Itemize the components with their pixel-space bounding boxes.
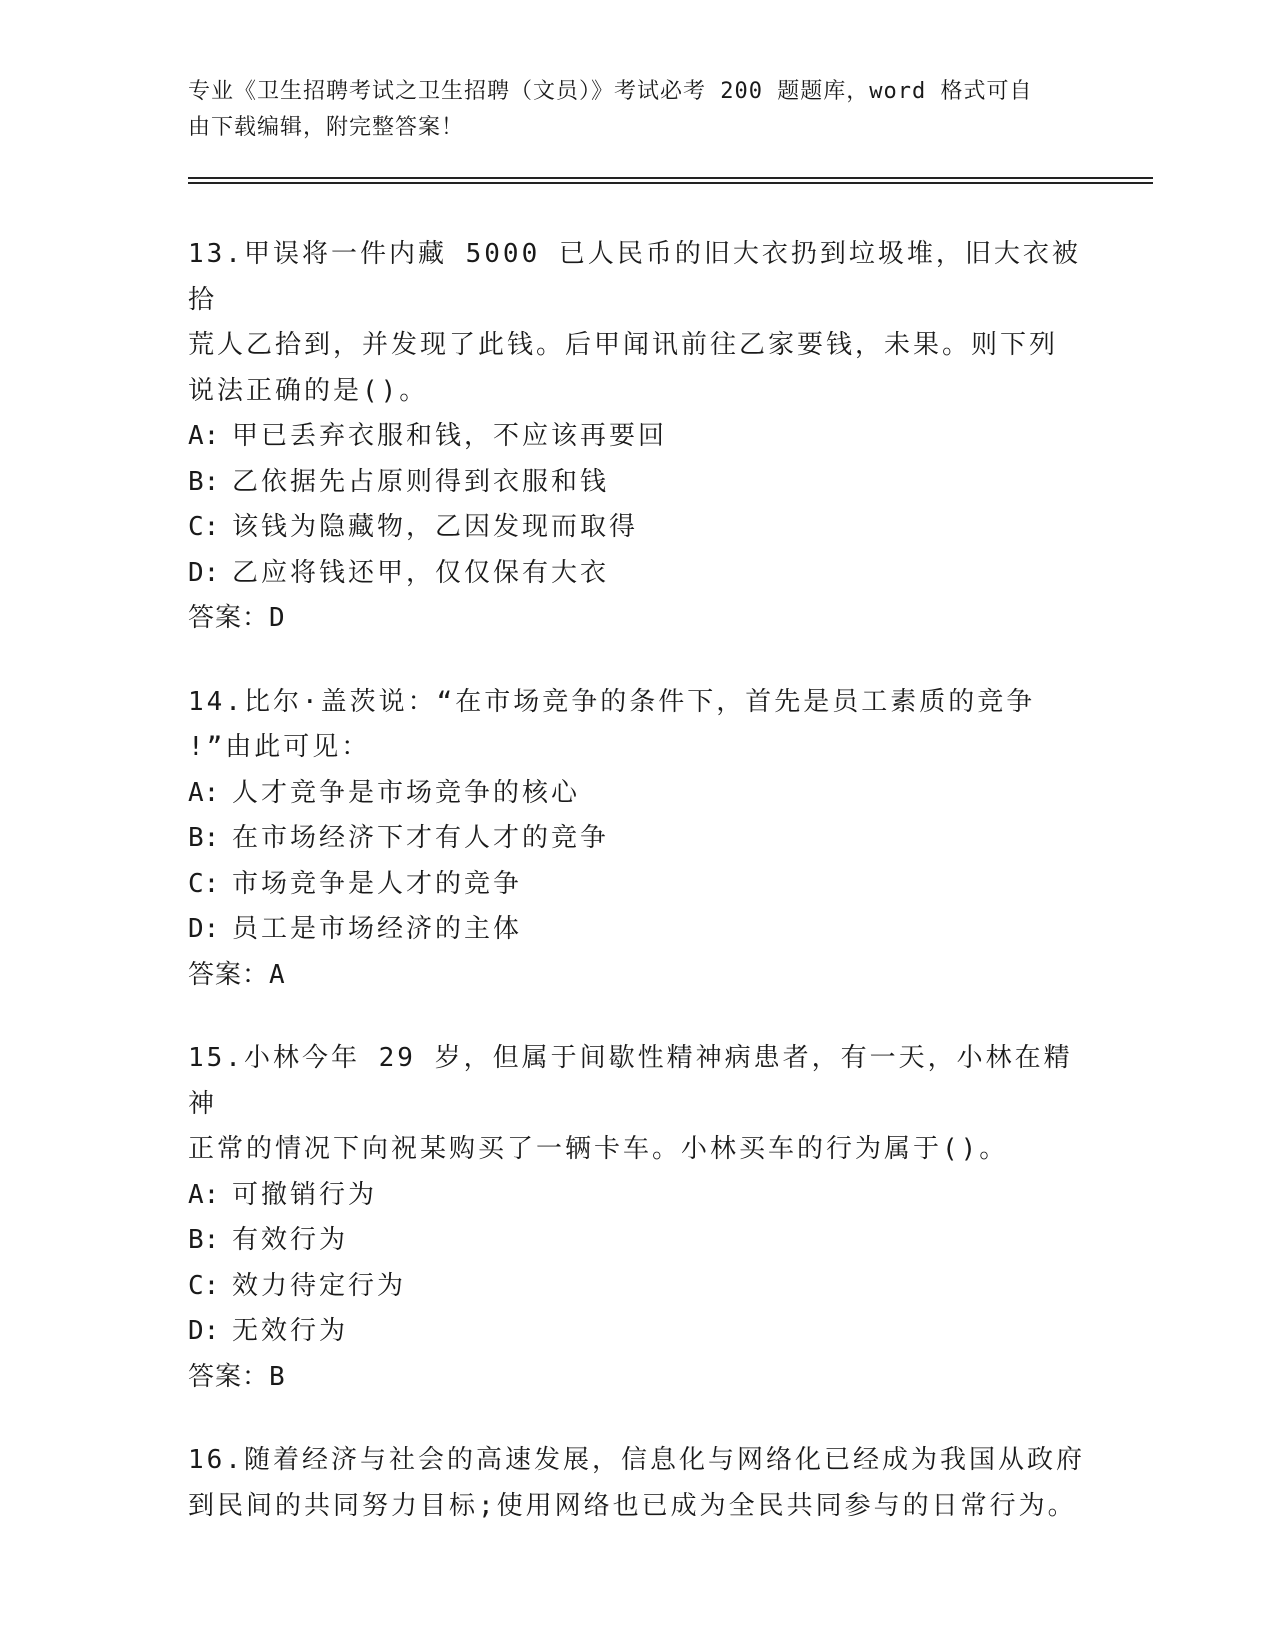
- question-13-line-3: 说法正确的是()。: [188, 375, 429, 406]
- question-14-answer: 答案：A: [188, 959, 286, 990]
- option-letter: C:: [188, 512, 220, 542]
- option-text: 效力待定行为: [232, 1270, 407, 1301]
- header-divider-top: [188, 177, 1153, 179]
- option-letter: C:: [188, 868, 220, 899]
- question-15: [188, 1036, 1088, 1400]
- question-15-option-a: [188, 1173, 1088, 1219]
- question-13-option-c: [188, 505, 1088, 551]
- question-15-answer: 答案：B: [188, 1361, 286, 1392]
- question-15-line-2: 正常的情况下向祝某购买了一辆卡车。小林买车的行为属于()。: [188, 1134, 1009, 1164]
- option-text: 有效行为: [232, 1225, 349, 1255]
- option-text: 人才竞争是市场竞争的核心: [232, 777, 581, 808]
- question-14-option-c: [188, 862, 1088, 908]
- header-line-1: 专业《卫生招聘考试之卫生招聘（文员）》考试必考 200 题题库，word 格式可自: [188, 79, 1033, 104]
- question-13-option-a: [188, 414, 1088, 460]
- question-13-option-b: [188, 460, 1088, 506]
- question-14-line-1: 14.比尔·盖茨说：“在市场竞争的条件下，首先是员工素质的竞争: [188, 686, 1036, 717]
- question-15-option-c: [188, 1264, 1088, 1310]
- question-14-option-b: [188, 816, 1088, 862]
- header-divider-bottom: [188, 182, 1153, 184]
- question-15-option-b: [188, 1218, 1088, 1264]
- question-14-option-d: [188, 907, 1088, 953]
- option-text: 无效行为: [232, 1316, 349, 1346]
- option-text: 该钱为隐藏物，乙因发现而取得: [232, 512, 639, 542]
- option-letter: A:: [188, 1179, 220, 1210]
- option-letter: B:: [188, 466, 220, 497]
- question-16-line-1: 16.随着经济与社会的高速发展，信息化与网络化已经成为我国从政府: [188, 1445, 1085, 1475]
- option-letter: C:: [188, 1270, 220, 1301]
- option-letter: A:: [188, 777, 220, 808]
- header-line-2: 由下载编辑，附完整答案！: [188, 115, 465, 140]
- option-letter: B:: [188, 823, 220, 853]
- document-header: [188, 74, 1068, 146]
- option-letter: D:: [188, 914, 220, 944]
- question-15-option-d: [188, 1309, 1088, 1355]
- option-letter: A:: [188, 421, 220, 451]
- question-list: [188, 232, 1088, 1567]
- question-16-line-2: 到民间的共同努力目标;使用网络也已成为全民共同参与的日常行为。: [188, 1490, 1077, 1521]
- option-letter: B:: [188, 1225, 220, 1255]
- question-13-line-2: 荒人乙拾到，并发现了此钱。后甲闻讯前往乙家要钱，未果。则下列: [188, 330, 1059, 360]
- option-letter: D:: [188, 1316, 220, 1346]
- option-text: 乙应将钱还甲，仅仅保有大衣: [232, 557, 610, 588]
- question-14-option-a: [188, 771, 1088, 817]
- option-text: 乙依据先占原则得到衣服和钱: [232, 466, 610, 497]
- option-text: 甲已丢弃衣服和钱，不应该再要回: [232, 421, 668, 451]
- question-13-line-1: 13.甲误将一件内藏 5000 已人民币的旧大衣扔到垃圾堆，旧大衣被拾: [188, 239, 1081, 315]
- option-text: 在市场经济下才有人才的竞争: [232, 823, 610, 853]
- question-16: [188, 1438, 1088, 1529]
- question-14-line-2: !”由此可见：: [188, 732, 371, 762]
- option-text: 市场竞争是人才的竞争: [232, 868, 523, 899]
- question-13-option-d: [188, 551, 1088, 597]
- option-letter: D:: [188, 557, 220, 588]
- option-text: 员工是市场经济的主体: [232, 914, 523, 944]
- option-text: 可撤销行为: [232, 1179, 378, 1210]
- question-15-line-1: 15.小林今年 29 岁，但属于间歇性精神病患者，有一天，小林在精神: [188, 1043, 1073, 1119]
- question-13-answer: 答案：D: [188, 603, 286, 633]
- question-13: [188, 232, 1088, 642]
- question-14: [188, 680, 1088, 999]
